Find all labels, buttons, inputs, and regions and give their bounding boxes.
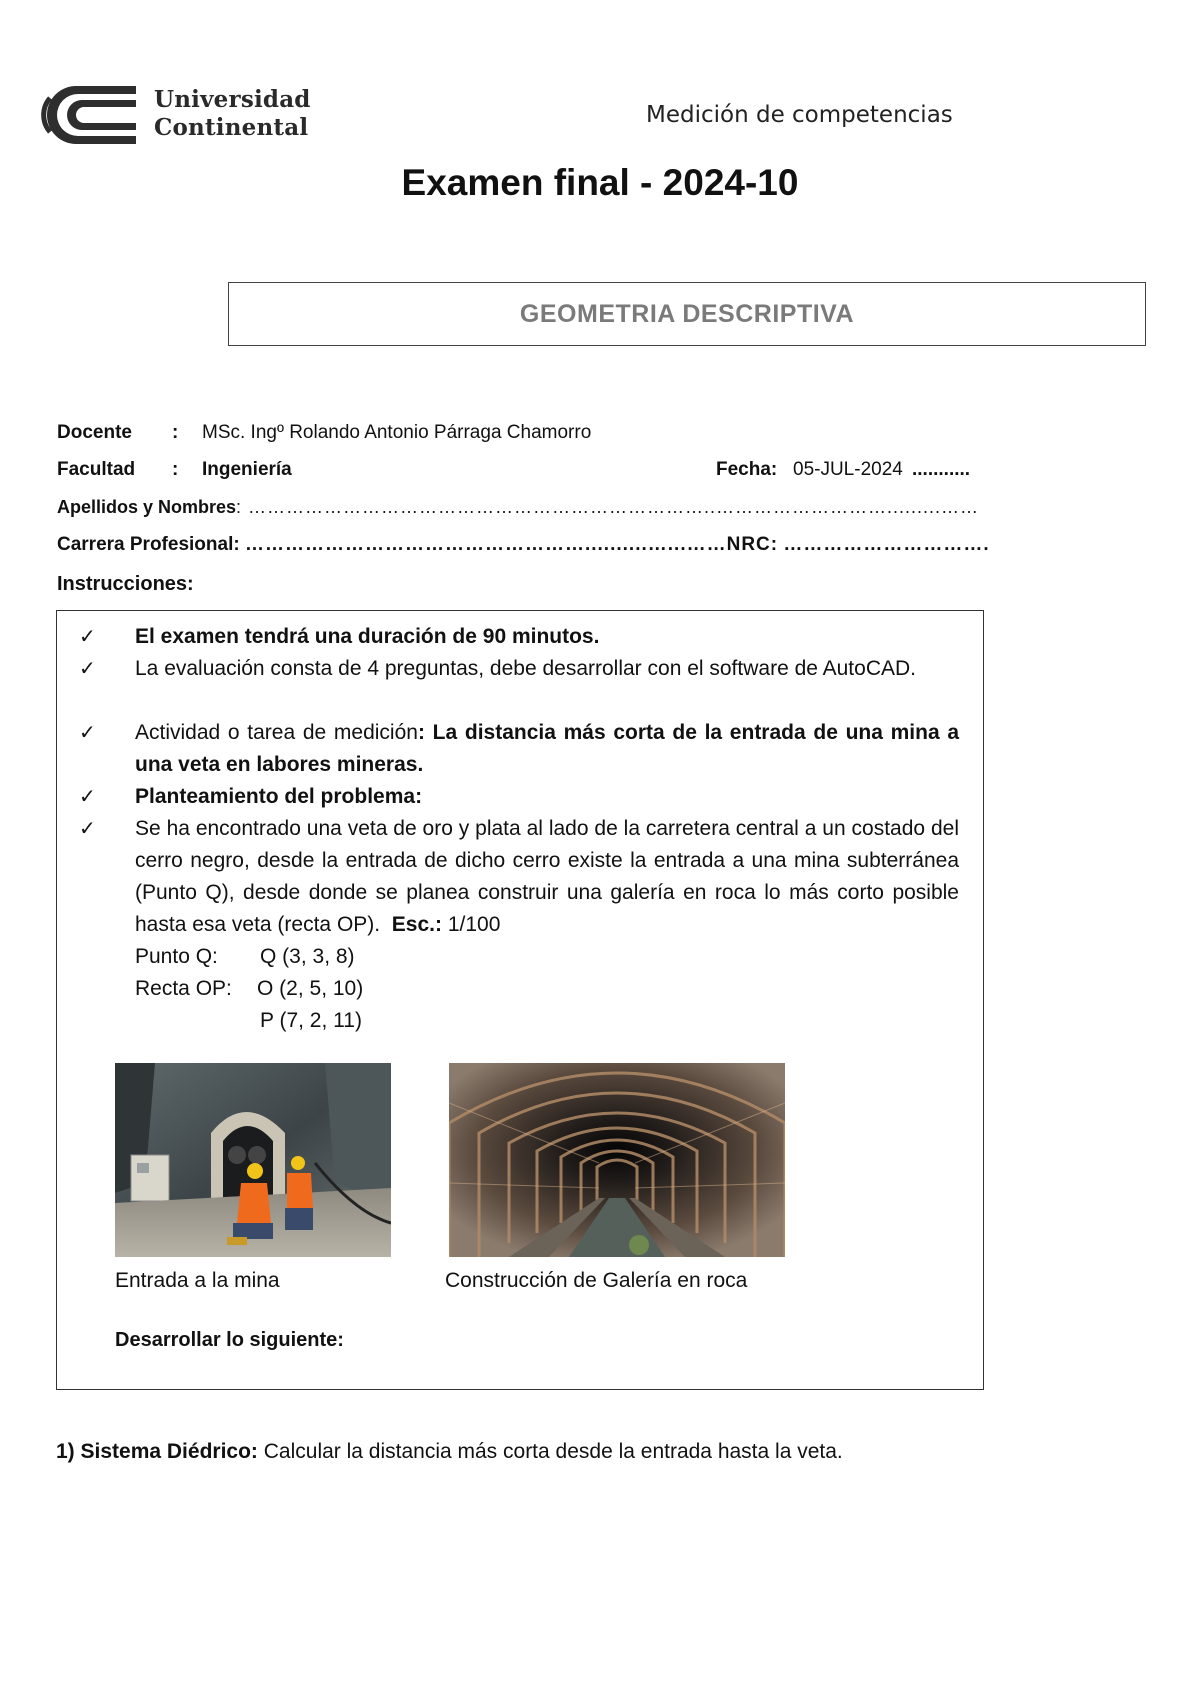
mine-entrance-caption: Entrada a la mina [115, 1269, 280, 1292]
instruction-text-1: El examen tendrá una duración de 90 minutos. [135, 625, 600, 648]
exam-title: Examen final - 2024-10 [401, 162, 799, 203]
logo-text-line2: Continental [154, 114, 309, 141]
instruction-text-3-bold: : La distancia más corta de la entrada de una mina a una veta en labores mineras. [135, 721, 959, 776]
apellidos-dots: : ………………………………………………………………..……………………….........…… [236, 497, 980, 517]
carrera-row [57, 534, 990, 556]
instrucciones-label: Instrucciones: [57, 573, 194, 595]
checkmark-icon: ✓ [79, 818, 96, 840]
develop-label: Desarrollar lo siguiente: [115, 1329, 344, 1351]
point-q-value: Q (3, 3, 8) [260, 945, 355, 968]
instruction-item-1 [79, 621, 959, 653]
point-q-row [135, 941, 1015, 973]
instruction-text-3-plain: Actividad o tarea de medición [135, 721, 418, 744]
point-o-value: O (2, 5, 10) [257, 977, 364, 1000]
docente-label: Docente [57, 422, 132, 443]
gallery-construction-photo [449, 1063, 785, 1257]
instruction-text-5 [135, 813, 959, 941]
problem-statement: Se ha encontrado una veta de oro y plata al lado de la carretera central a un costado del cerro negro, desde la entrada de dicho cerro existe la entrada a una mina subterránea (Punto Q), desde donde se planea construir una galería en roca lo más corto posible hasta esa veta (recta OP). [135, 817, 959, 936]
gallery-caption: Construcción de Galería en roca [445, 1269, 748, 1292]
apellidos-row [57, 497, 979, 518]
fecha-dots: ........... [912, 459, 971, 480]
checkmark-icon: ✓ [79, 626, 96, 648]
docente-value: MSc. Ingº Rolando Antonio Párraga Chamorro [202, 422, 592, 443]
fecha-value: 05-JUL-2024 [793, 459, 903, 480]
question-1-text: Calcular la distancia más corta desde la entrada hasta la veta. [263, 1440, 843, 1463]
point-q-label: Punto Q: [135, 945, 218, 968]
instruction-item-4 [79, 781, 959, 813]
docente-colon: : [172, 422, 179, 443]
instruction-text-2: La evaluación consta de 4 preguntas, debe desarrollar con el software de AutoCAD. [135, 657, 916, 680]
facultad-colon: : [172, 459, 179, 480]
instruction-item-3 [79, 717, 959, 781]
mine-entrance-photo [115, 1063, 391, 1257]
logo-text-line1: Universidad [154, 86, 311, 113]
instruction-item-2 [79, 653, 959, 685]
line-op-row [135, 973, 1015, 1005]
instructions-box [56, 610, 984, 1390]
nrc-dots: …………………………. [783, 534, 990, 555]
university-logo [36, 78, 316, 154]
instruction-text-3 [135, 717, 959, 781]
point-p-value: P (7, 2, 11) [260, 1009, 362, 1032]
logo-mark-icon [36, 80, 148, 150]
facultad-value: Ingeniería [202, 459, 292, 480]
checkmark-icon: ✓ [79, 786, 96, 808]
header-subtitle: Medición de competencias [646, 102, 953, 128]
carrera-label: Carrera Profesional: [57, 534, 240, 555]
instruction-item-5 [79, 813, 959, 941]
scale-label: Esc.: [391, 913, 442, 936]
question-1 [56, 1440, 843, 1464]
checkmark-icon: ✓ [79, 722, 96, 744]
facultad-label: Facultad [57, 459, 136, 480]
question-1-label: 1) Sistema Diédrico: [56, 1440, 258, 1463]
course-title: GEOMETRIA DESCRIPTIVA [519, 299, 855, 328]
apellidos-label: Apellidos y Nombres [57, 497, 237, 517]
course-title-box [228, 282, 1146, 346]
instruction-text-4: Planteamiento del problema: [135, 785, 423, 808]
carrera-dots: ……………………………………………..........…...……NRC: [244, 534, 779, 555]
fecha-label: Fecha: [716, 459, 778, 480]
scale-value: 1/100 [447, 913, 501, 936]
line-op-label: Recta OP: [135, 977, 232, 1000]
checkmark-icon: ✓ [79, 658, 96, 680]
